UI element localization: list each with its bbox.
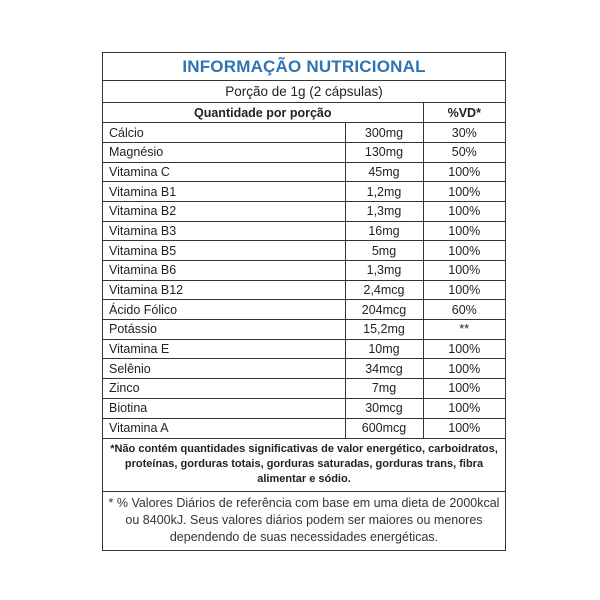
table-row — [103, 280, 505, 300]
table-row — [103, 261, 505, 281]
nutrient-amount: 16mg — [345, 221, 423, 241]
nutrient-name: Vitamina E — [103, 339, 345, 359]
nutrient-vd: 100% — [423, 280, 505, 300]
table-row — [103, 201, 505, 221]
nutrient-table — [103, 103, 505, 438]
table-row — [103, 418, 505, 438]
nutrient-vd: 100% — [423, 261, 505, 281]
nutrient-vd: ** — [423, 320, 505, 340]
nutrition-facts-panel — [102, 52, 506, 551]
nutrient-name: Selênio — [103, 359, 345, 379]
table-row — [103, 398, 505, 418]
nutrient-vd: 100% — [423, 359, 505, 379]
header-quantity: Quantidade por porção — [103, 103, 423, 123]
nutrient-amount: 204mcg — [345, 300, 423, 320]
nutrient-name: Ácido Fólico — [103, 300, 345, 320]
nutrient-name: Magnésio — [103, 142, 345, 162]
nutrient-amount: 15,2mg — [345, 320, 423, 340]
nutrient-amount: 2,4mcg — [345, 280, 423, 300]
table-row — [103, 182, 505, 202]
table-header-row — [103, 103, 505, 123]
nutrient-vd: 100% — [423, 418, 505, 438]
table-row — [103, 123, 505, 143]
nutrient-amount: 34mcg — [345, 359, 423, 379]
nutrient-name: Vitamina B5 — [103, 241, 345, 261]
nutrient-amount: 1,3mg — [345, 261, 423, 281]
nutrient-vd: 30% — [423, 123, 505, 143]
nutrient-amount: 1,2mg — [345, 182, 423, 202]
nutrient-vd: 100% — [423, 241, 505, 261]
header-vd: %VD* — [423, 103, 505, 123]
table-row — [103, 379, 505, 399]
nutrient-amount: 300mg — [345, 123, 423, 143]
table-row — [103, 300, 505, 320]
table-row — [103, 221, 505, 241]
table-row — [103, 241, 505, 261]
nutrient-vd: 100% — [423, 379, 505, 399]
portion-size: Porção de 1g (2 cápsulas) — [103, 81, 505, 103]
nutrient-name: Zinco — [103, 379, 345, 399]
nutrient-name: Vitamina B2 — [103, 201, 345, 221]
nutrient-amount: 30mcg — [345, 398, 423, 418]
nutrient-name: Biotina — [103, 398, 345, 418]
nutrient-amount: 1,3mg — [345, 201, 423, 221]
panel-title: INFORMAÇÃO NUTRICIONAL — [103, 53, 505, 81]
table-row — [103, 320, 505, 340]
table-row — [103, 142, 505, 162]
nutrient-name: Vitamina B1 — [103, 182, 345, 202]
nutrient-vd: 100% — [423, 398, 505, 418]
nutrient-name: Vitamina A — [103, 418, 345, 438]
nutrient-name: Cálcio — [103, 123, 345, 143]
nutrient-vd: 50% — [423, 142, 505, 162]
nutrient-amount: 130mg — [345, 142, 423, 162]
nutrient-name: Vitamina B6 — [103, 261, 345, 281]
nutrient-vd: 100% — [423, 182, 505, 202]
nutrient-name: Potássio — [103, 320, 345, 340]
table-row — [103, 339, 505, 359]
nutrient-vd: 100% — [423, 201, 505, 221]
nutrient-amount: 5mg — [345, 241, 423, 261]
nutrient-amount: 600mcg — [345, 418, 423, 438]
nutrient-vd: 60% — [423, 300, 505, 320]
table-row — [103, 162, 505, 182]
significance-note: *Não contém quantidades significativas de valor energético, carboidratos, proteínas, gorduras totais, gorduras saturadas, gorduras trans, fibra alimentar e sódio. — [103, 438, 505, 491]
nutrient-amount: 45mg — [345, 162, 423, 182]
nutrient-name: Vitamina C — [103, 162, 345, 182]
nutrient-name: Vitamina B12 — [103, 280, 345, 300]
nutrient-vd: 100% — [423, 221, 505, 241]
nutrient-name: Vitamina B3 — [103, 221, 345, 241]
nutrient-amount: 7mg — [345, 379, 423, 399]
table-row — [103, 359, 505, 379]
nutrient-vd: 100% — [423, 339, 505, 359]
daily-values-footnote: * % Valores Diários de referência com base em uma dieta de 2000kcal ou 8400kJ. Seus valores diários podem ser maiores ou menores dependendo de suas necessidades energéticas. — [103, 491, 505, 550]
nutrient-amount: 10mg — [345, 339, 423, 359]
nutrient-vd: 100% — [423, 162, 505, 182]
